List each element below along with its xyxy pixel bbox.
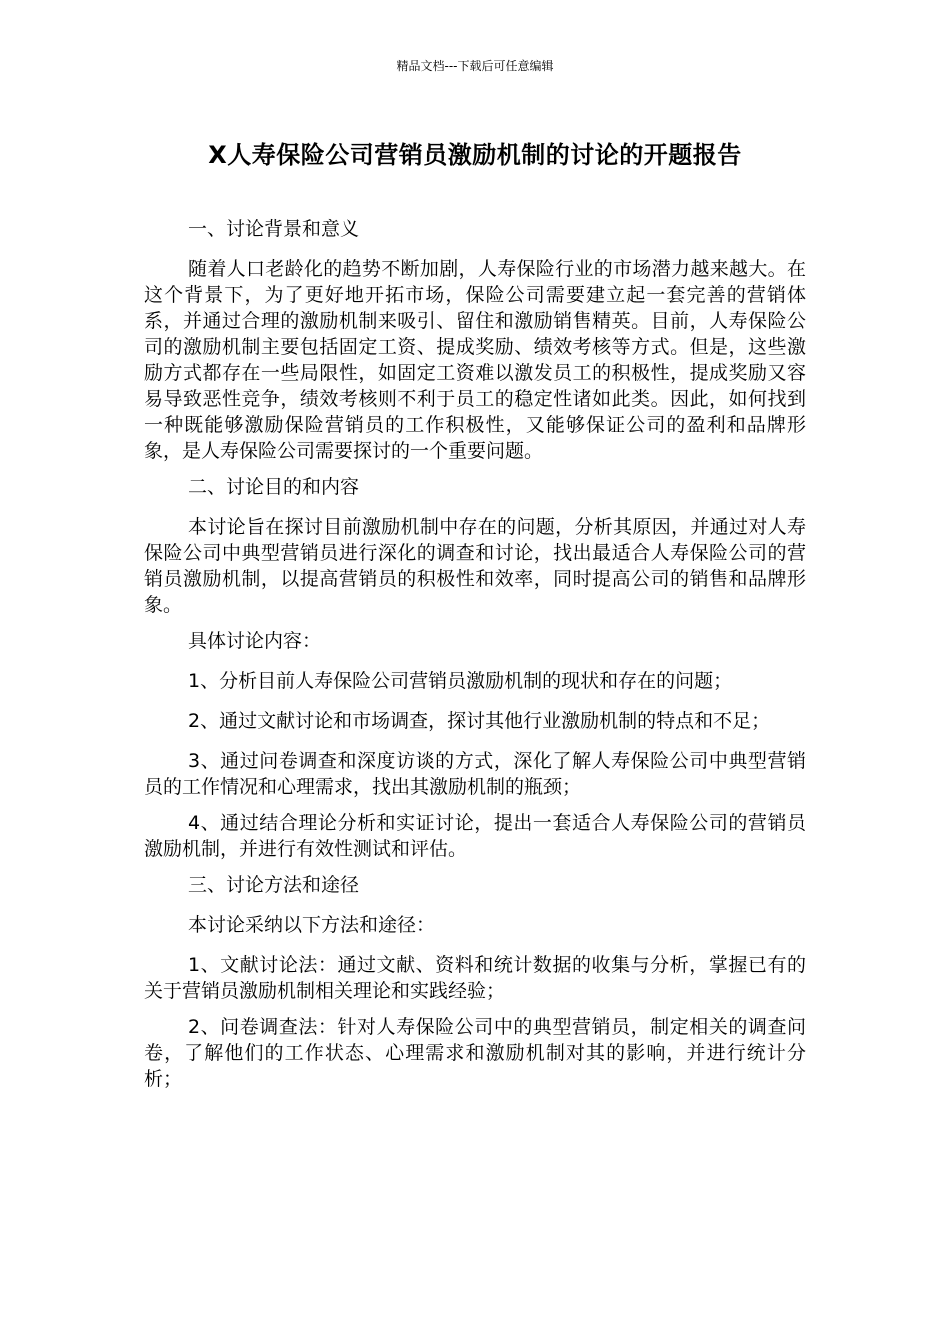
list-item-content-4: 4、通过结合理论分析和实证讨论，提出一套适合人寿保险公司的营销员激励机制，并进行有效性测试和评估。 — [144, 812, 806, 860]
document-title: X人寿保险公司营销员激励机制的讨论的开题报告 — [208, 141, 742, 169]
list-item-content-2: 2、通过文献讨论和市场调查，探讨其他行业激励机制的特点和不足； — [188, 710, 771, 732]
paragraph-background: 随着人口老龄化的趋势不断加剧，人寿保险行业的市场潜力越来越大。在这个背景下，为了更好地开拓市场，保险公司需要建立起一套完善的营销体系，并通过合理的激励机制来吸引、留住和激励销售精英。目前，人寿保险公司的激励机制主要包括固定工资、提成奖励、绩效考核等方式。但是，这些激励方式都存在一些局限性，如固定工资难以激发员工的积极性，提成奖励又容易导致恶性竞争，绩效考核则不利于员工的稳定性诸如此类。因此，如何找到一种既能够激励保险营销员的工作积极性，又能够保证公司的盈利和品牌形象，是人寿保险公司需要探讨的一个重要问题。 — [144, 258, 806, 462]
paragraph-purpose: 本讨论旨在探讨目前激励机制中存在的问题，分析其原因，并通过对人寿保险公司中典型营销员进行深化的调查和讨论，找出最适合人寿保险公司的营销员激励机制，以提高营销员的积极性和效率，同时提高公司的销售和品牌形象。 — [144, 516, 806, 616]
list-item-content-3: 3、通过问卷调查和深度访谈的方式，深化了解人寿保险公司中典型营销员的工作情况和心理需求，找出其激励机制的瓶颈； — [144, 750, 806, 798]
document-body — [144, 216, 806, 1102]
paragraph-content-intro: 具体讨论内容： — [188, 630, 322, 652]
list-item-content-1: 1、分析目前人寿保险公司营销员激励机制的现状和存在的问题； — [188, 670, 733, 692]
section-heading-purpose: 二、讨论目的和内容 — [188, 476, 360, 498]
list-item-method-2: 2、问卷调查法：针对人寿保险公司中的典型营销员，制定相关的调查问卷，了解他们的工作状态、心理需求和激励机制对其的影响，并进行统计分析； — [144, 1016, 806, 1090]
section-heading-background: 一、讨论背景和意义 — [188, 218, 360, 240]
section-heading-methods: 三、讨论方法和途径 — [188, 874, 360, 896]
page-header: 精品文档---下载后可任意编辑 — [396, 59, 554, 73]
paragraph-methods-intro: 本讨论采纳以下方法和途径： — [188, 914, 436, 936]
list-item-method-1: 1、文献讨论法：通过文献、资料和统计数据的收集与分析，掌握已有的关于营销员激励机制相关理论和实践经验； — [144, 954, 806, 1002]
